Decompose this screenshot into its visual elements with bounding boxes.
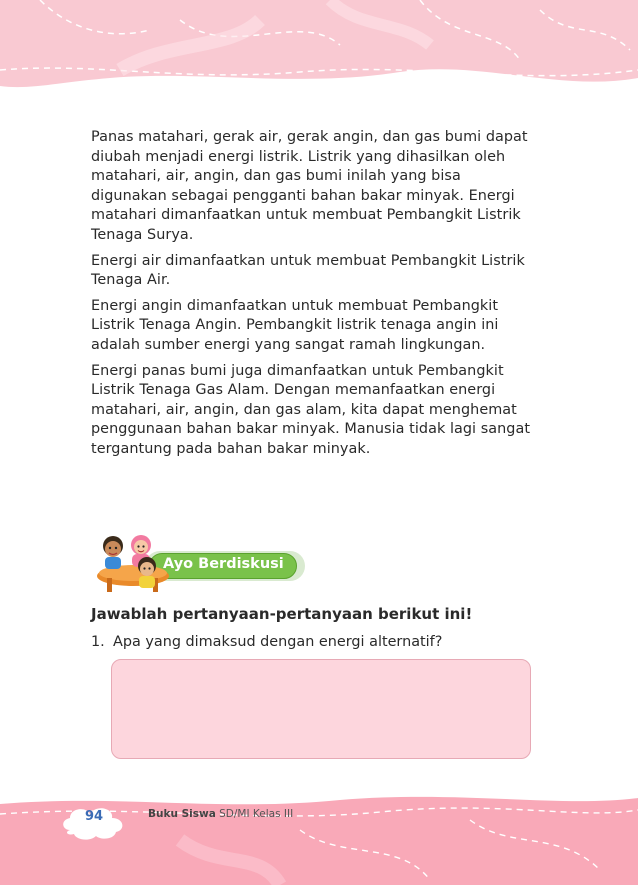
discussion-badge — [93, 532, 308, 594]
paragraph: Panas matahari, gerak air, gerak angin, dan gas bumi dapat diubah menjadi energi listrik. Listrik yang dihasilkan oleh matahari, air, angin, dan gas bumi inilah yang bisa digunakan sebagai pengganti bahan bakar minyak. Energi matahari dimanfaatkan untuk membuat Pembangkit Listrik Tenaga Surya. — [91, 129, 528, 243]
footer-decoration — [0, 790, 638, 885]
footer-book-title — [148, 808, 293, 820]
paragraph: Energi panas bumi juga dimanfaatkan untuk Pembangkit Listrik Tenaga Gas Alam. Dengan memanfaatkan energi matahari, air, angin, dan gas alam, kita dapat menghemat penggunaan bahan bakar minyak. Manusia tidak lagi sangat tergantung pada bahan bakar minyak. — [91, 362, 531, 457]
question-number: 1. — [91, 634, 105, 650]
question-text: Apa yang dimaksud dengan energi alternatif? — [113, 634, 443, 650]
children-illustration-icon — [93, 532, 173, 594]
badge-label: Ayo Berdiskusi — [163, 556, 284, 572]
instruction-heading: Jawablah pertanyaan-pertanyaan berikut ini! — [91, 605, 473, 623]
body-text — [91, 128, 531, 466]
paragraph: Energi angin dimanfaatkan untuk membuat Pembangkit Listrik Tenaga Angin. Pembangkit listrik tenaga angin ini adalah sumber energi yang sangat ramah lingkungan. — [91, 297, 499, 353]
footer-book-level: SD/MI Kelas III — [215, 808, 294, 820]
footer-book-name: Buku Siswa — [148, 808, 216, 820]
paragraph: Energi air dimanfaatkan untuk membuat Pembangkit Listrik Tenaga Air. — [91, 252, 525, 289]
question-item — [91, 634, 442, 650]
page-number: 94 — [85, 809, 104, 824]
answer-box[interactable] — [111, 659, 531, 759]
header-decoration — [0, 0, 638, 100]
